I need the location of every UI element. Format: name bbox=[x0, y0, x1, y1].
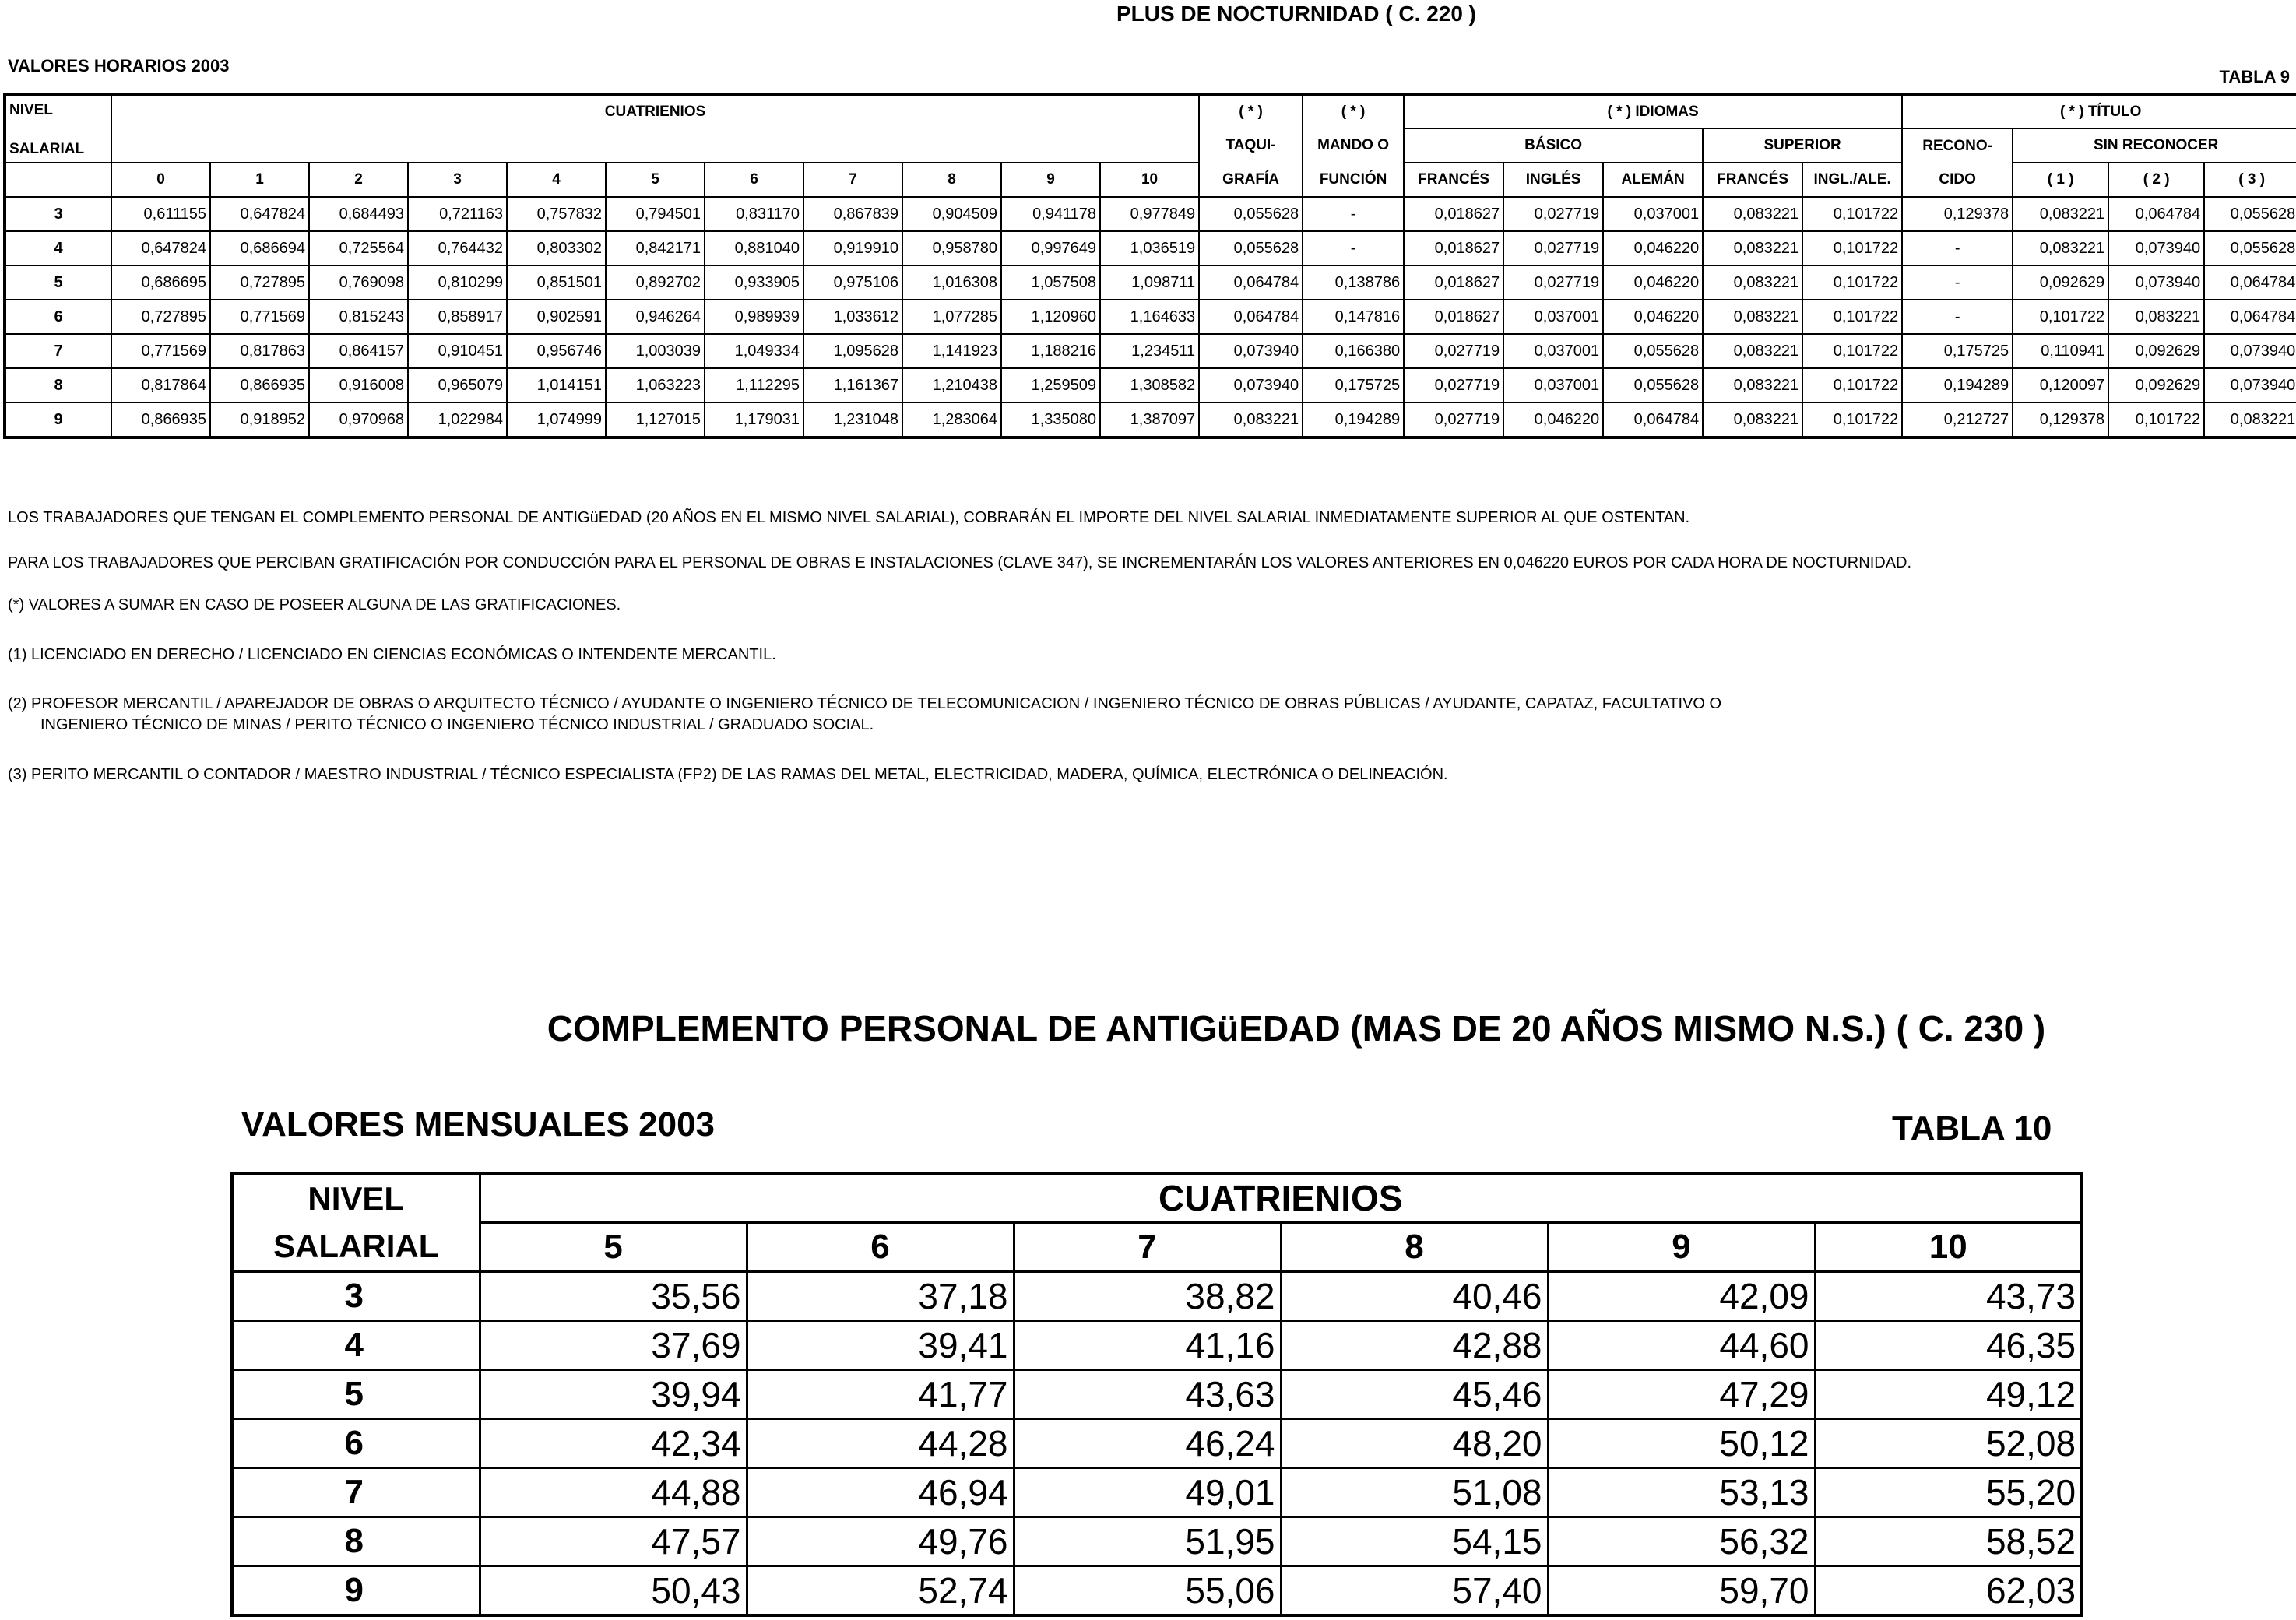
t10-header-nivel-1: NIVEL bbox=[232, 1173, 480, 1223]
t10-cell-value: 43,63 bbox=[1014, 1370, 1281, 1419]
cell-recono: 0,175725 bbox=[1902, 334, 2013, 368]
header-mando-star: ( * ) bbox=[1303, 94, 1404, 128]
table10-label: TABLA 10 bbox=[1892, 1109, 2052, 1147]
cell-cuatrienio: 0,810299 bbox=[408, 265, 507, 300]
header-cuatrienio-0: 0 bbox=[111, 163, 210, 197]
header-cuatrienio-7: 7 bbox=[803, 163, 902, 197]
cell-cuatrienio: 0,892702 bbox=[606, 265, 705, 300]
table-row bbox=[5, 231, 2296, 265]
cell-mando: 0,147816 bbox=[1303, 300, 1404, 334]
header-nivel-blank bbox=[5, 163, 111, 197]
cell-sin: 0,073940 bbox=[2204, 334, 2296, 368]
cell-cuatrienio: 0,757832 bbox=[507, 197, 606, 231]
header-recono-1: RECONO- bbox=[1902, 128, 2013, 163]
cell-cuatrienio: 0,647824 bbox=[210, 197, 309, 231]
cell-cuatrienio: 1,057508 bbox=[1001, 265, 1100, 300]
cell-recono: - bbox=[1902, 231, 2013, 265]
table-row bbox=[5, 334, 2296, 368]
table-row bbox=[232, 1419, 2082, 1468]
cell-idioma: 0,064784 bbox=[1603, 402, 1703, 438]
cell-cuatrienio: 0,946264 bbox=[606, 300, 705, 334]
cell-sin: 0,101722 bbox=[2013, 300, 2108, 334]
cell-cuatrienio: 1,063223 bbox=[606, 368, 705, 402]
t10-cell-value: 58,52 bbox=[1815, 1517, 2082, 1566]
cell-idioma: 0,018627 bbox=[1404, 265, 1503, 300]
cell-idioma: 0,101722 bbox=[1802, 231, 1902, 265]
header-nivel bbox=[5, 94, 111, 163]
cell-cuatrienio: 1,127015 bbox=[606, 402, 705, 438]
header-mando-1: MANDO O bbox=[1303, 128, 1404, 163]
header-cuatrienio-5: 5 bbox=[606, 163, 705, 197]
cell-cuatrienio: 0,997649 bbox=[1001, 231, 1100, 265]
cell-cuatrienio: 0,686695 bbox=[111, 265, 210, 300]
cell-cuatrienio: 1,335080 bbox=[1001, 402, 1100, 438]
cell-sin: 0,120097 bbox=[2013, 368, 2108, 402]
cell-idioma: 0,101722 bbox=[1802, 197, 1902, 231]
cell-cuatrienio: 0,815243 bbox=[309, 300, 408, 334]
table9-label: TABLA 9 bbox=[2219, 67, 2290, 86]
cell-idioma: 0,083221 bbox=[1703, 197, 1802, 231]
cell-cuatrienio: 1,179031 bbox=[705, 402, 803, 438]
cell-sin: 0,092629 bbox=[2108, 368, 2204, 402]
cell-cuatrienio: 0,970968 bbox=[309, 402, 408, 438]
cell-cuatrienio: 0,817864 bbox=[111, 368, 210, 402]
cell-taqui: 0,064784 bbox=[1199, 265, 1303, 300]
note-2-line2: INGENIERO TÉCNICO DE MINAS / PERITO TÉCNICO O INGENIERO TÉCNICO INDUSTRIAL / GRADUADO SOCIAL. bbox=[40, 716, 874, 733]
cell-mando: 0,194289 bbox=[1303, 402, 1404, 438]
t10-cell-value: 44,60 bbox=[1548, 1321, 1815, 1370]
header-idioma-2: ALEMÁN bbox=[1603, 163, 1703, 197]
header-taqui-star: ( * ) bbox=[1199, 94, 1303, 128]
cell-cuatrienio: 0,831170 bbox=[705, 197, 803, 231]
cell-cuatrienio: 1,234511 bbox=[1100, 334, 1199, 368]
cell-cuatrienio: 0,919910 bbox=[803, 231, 902, 265]
t10-cell-value: 47,57 bbox=[480, 1517, 747, 1566]
cell-idioma: 0,027719 bbox=[1404, 402, 1503, 438]
table-row bbox=[232, 1468, 2082, 1517]
header-cuatrienio-3: 3 bbox=[408, 163, 507, 197]
header-nivel-line1: NIVEL bbox=[9, 102, 53, 118]
header-idioma-3: FRANCÉS bbox=[1703, 163, 1802, 197]
cell-cuatrienio: 0,817863 bbox=[210, 334, 309, 368]
header-idiomas: ( * ) IDIOMAS bbox=[1404, 94, 1902, 128]
header-cuatrienio-9: 9 bbox=[1001, 163, 1100, 197]
cell-idioma: 0,083221 bbox=[1703, 231, 1802, 265]
cell-sin: 0,083221 bbox=[2204, 402, 2296, 438]
t10-cell-value: 52,08 bbox=[1815, 1419, 2082, 1468]
cell-sin: 0,083221 bbox=[2013, 197, 2108, 231]
cell-cuatrienio: 0,771569 bbox=[111, 334, 210, 368]
t10-header-cuatrienio-7: 7 bbox=[1014, 1223, 1281, 1272]
cell-cuatrienio: 0,769098 bbox=[309, 265, 408, 300]
header-cuatrienio-10: 10 bbox=[1100, 163, 1199, 197]
table9-subtitle: VALORES HORARIOS 2003 bbox=[8, 56, 230, 76]
t10-cell-nivel: 4 bbox=[232, 1321, 480, 1370]
cell-cuatrienio: 0,611155 bbox=[111, 197, 210, 231]
cell-cuatrienio: 1,210438 bbox=[902, 368, 1001, 402]
cell-cuatrienio: 0,902591 bbox=[507, 300, 606, 334]
header-recono-2: CIDO bbox=[1902, 163, 2013, 197]
cell-taqui: 0,064784 bbox=[1199, 300, 1303, 334]
t10-cell-nivel: 6 bbox=[232, 1419, 480, 1468]
cell-cuatrienio: 1,387097 bbox=[1100, 402, 1199, 438]
cell-cuatrienio: 1,016308 bbox=[902, 265, 1001, 300]
cell-cuatrienio: 0,686694 bbox=[210, 231, 309, 265]
t10-cell-value: 41,16 bbox=[1014, 1321, 1281, 1370]
cell-cuatrienio: 0,771569 bbox=[210, 300, 309, 334]
t10-cell-value: 42,34 bbox=[480, 1419, 747, 1468]
table-row bbox=[5, 265, 2296, 300]
table-row bbox=[5, 368, 2296, 402]
cell-cuatrienio: 0,764432 bbox=[408, 231, 507, 265]
note-3: (3) PERITO MERCANTIL O CONTADOR / MAESTRO INDUSTRIAL / TÉCNICO ESPECIALISTA (FP2) DE LAS RAMAS DEL METAL, ELECTRICIDAD, MADERA, QUÍMICA, ELECTRÓNICA O DELINEACIÓN. bbox=[8, 766, 1448, 783]
cell-idioma: 0,101722 bbox=[1802, 368, 1902, 402]
t10-header-cuatrienio-8: 8 bbox=[1281, 1223, 1548, 1272]
cell-nivel: 6 bbox=[5, 300, 111, 334]
cell-idioma: 0,018627 bbox=[1404, 300, 1503, 334]
table-row bbox=[232, 1566, 2082, 1616]
header-sin-2: ( 2 ) bbox=[2108, 163, 2204, 197]
table-row bbox=[232, 1321, 2082, 1370]
cell-idioma: 0,018627 bbox=[1404, 231, 1503, 265]
header-idioma-1: INGLÉS bbox=[1503, 163, 1603, 197]
cell-cuatrienio: 0,867839 bbox=[803, 197, 902, 231]
cell-cuatrienio: 0,975106 bbox=[803, 265, 902, 300]
t10-cell-value: 59,70 bbox=[1548, 1566, 1815, 1616]
t10-header-cuatrienio-9: 9 bbox=[1548, 1223, 1815, 1272]
cell-cuatrienio: 1,188216 bbox=[1001, 334, 1100, 368]
cell-nivel: 7 bbox=[5, 334, 111, 368]
t10-cell-nivel: 3 bbox=[232, 1272, 480, 1321]
t10-cell-value: 57,40 bbox=[1281, 1566, 1548, 1616]
header-sin-1: ( 1 ) bbox=[2013, 163, 2108, 197]
cell-idioma: 0,037001 bbox=[1503, 300, 1603, 334]
cell-cuatrienio: 0,989939 bbox=[705, 300, 803, 334]
cell-sin: 0,110941 bbox=[2013, 334, 2108, 368]
t10-cell-value: 50,12 bbox=[1548, 1419, 1815, 1468]
cell-cuatrienio: 0,727895 bbox=[111, 300, 210, 334]
t10-cell-value: 37,69 bbox=[480, 1321, 747, 1370]
cell-cuatrienio: 0,858917 bbox=[408, 300, 507, 334]
t10-cell-value: 44,88 bbox=[480, 1468, 747, 1517]
header-idioma-4: INGL./ALE. bbox=[1802, 163, 1902, 197]
cell-idioma: 0,055628 bbox=[1603, 334, 1703, 368]
cell-cuatrienio: 1,077285 bbox=[902, 300, 1001, 334]
t10-cell-value: 52,74 bbox=[747, 1566, 1014, 1616]
t10-cell-value: 55,06 bbox=[1014, 1566, 1281, 1616]
cell-cuatrienio: 1,098711 bbox=[1100, 265, 1199, 300]
cell-sin: 0,092629 bbox=[2108, 334, 2204, 368]
t10-cell-nivel: 5 bbox=[232, 1370, 480, 1419]
cell-nivel: 5 bbox=[5, 265, 111, 300]
t10-cell-value: 54,15 bbox=[1281, 1517, 1548, 1566]
cell-idioma: 0,037001 bbox=[1603, 197, 1703, 231]
cell-cuatrienio: 0,866935 bbox=[210, 368, 309, 402]
cell-cuatrienio: 0,977849 bbox=[1100, 197, 1199, 231]
cell-cuatrienio: 0,916008 bbox=[309, 368, 408, 402]
cell-mando: 0,175725 bbox=[1303, 368, 1404, 402]
cell-cuatrienio: 1,161367 bbox=[803, 368, 902, 402]
cell-recono: 0,212727 bbox=[1902, 402, 2013, 438]
header-nivel-line2: SALARIAL bbox=[9, 141, 85, 157]
cell-sin: 0,064784 bbox=[2108, 197, 2204, 231]
header-titulo: ( * ) TÍTULO bbox=[1902, 94, 2296, 128]
t10-cell-value: 49,12 bbox=[1815, 1370, 2082, 1419]
t10-cell-value: 38,82 bbox=[1014, 1272, 1281, 1321]
cell-cuatrienio: 1,003039 bbox=[606, 334, 705, 368]
cell-cuatrienio: 1,095628 bbox=[803, 334, 902, 368]
cell-taqui: 0,073940 bbox=[1199, 334, 1303, 368]
cell-taqui: 0,083221 bbox=[1199, 402, 1303, 438]
cell-sin: 0,073940 bbox=[2108, 265, 2204, 300]
cell-cuatrienio: 1,033612 bbox=[803, 300, 902, 334]
cell-cuatrienio: 0,725564 bbox=[309, 231, 408, 265]
t10-header-nivel-2: SALARIAL bbox=[232, 1223, 480, 1272]
table10 bbox=[230, 1172, 2083, 1617]
cell-mando: 0,166380 bbox=[1303, 334, 1404, 368]
note-antiguedad: LOS TRABAJADORES QUE TENGAN EL COMPLEMENTO PERSONAL DE ANTIGüEDAD (20 AÑOS EN EL MISMO NIVEL SALARIAL), COBRARÁN EL IMPORTE DEL NIVEL SALARIAL INMEDIATAMENTE SUPERIOR AL QUE OSTENTAN. bbox=[8, 509, 1690, 526]
t10-cell-value: 49,01 bbox=[1014, 1468, 1281, 1517]
cell-idioma: 0,101722 bbox=[1802, 402, 1902, 438]
t10-cell-value: 62,03 bbox=[1815, 1566, 2082, 1616]
header-idioma-0: FRANCÉS bbox=[1404, 163, 1503, 197]
t10-cell-value: 35,56 bbox=[480, 1272, 747, 1321]
t10-cell-value: 53,13 bbox=[1548, 1468, 1815, 1517]
t10-cell-value: 39,41 bbox=[747, 1321, 1014, 1370]
t10-cell-value: 45,46 bbox=[1281, 1370, 1548, 1419]
cell-idioma: 0,101722 bbox=[1802, 265, 1902, 300]
cell-sin: 0,073940 bbox=[2108, 231, 2204, 265]
cell-idioma: 0,027719 bbox=[1404, 334, 1503, 368]
t10-cell-value: 51,95 bbox=[1014, 1517, 1281, 1566]
cell-idioma: 0,055628 bbox=[1603, 368, 1703, 402]
cell-taqui: 0,055628 bbox=[1199, 197, 1303, 231]
t10-cell-value: 37,18 bbox=[747, 1272, 1014, 1321]
cell-idioma: 0,101722 bbox=[1802, 300, 1902, 334]
cell-idioma: 0,083221 bbox=[1703, 265, 1802, 300]
header-taqui-2: GRAFÍA bbox=[1199, 163, 1303, 197]
t10-cell-value: 51,08 bbox=[1281, 1468, 1548, 1517]
cell-cuatrienio: 0,684493 bbox=[309, 197, 408, 231]
cell-sin: 0,083221 bbox=[2013, 231, 2108, 265]
cell-sin: 0,101722 bbox=[2108, 402, 2204, 438]
cell-recono: - bbox=[1902, 300, 2013, 334]
cell-taqui: 0,073940 bbox=[1199, 368, 1303, 402]
table-row bbox=[232, 1370, 2082, 1419]
cell-idioma: 0,083221 bbox=[1703, 368, 1802, 402]
header-cuatrienio-1: 1 bbox=[210, 163, 309, 197]
header-mando-2: FUNCIÓN bbox=[1303, 163, 1404, 197]
cell-cuatrienio: 0,918952 bbox=[210, 402, 309, 438]
cell-cuatrienio: 0,881040 bbox=[705, 231, 803, 265]
t10-header-cuatrienio-6: 6 bbox=[747, 1223, 1014, 1272]
header-cuatrienio-6: 6 bbox=[705, 163, 803, 197]
page-title: PLUS DE NOCTURNIDAD ( C. 220 ) bbox=[1116, 2, 1477, 26]
cell-cuatrienio: 1,049334 bbox=[705, 334, 803, 368]
cell-nivel: 3 bbox=[5, 197, 111, 231]
cell-idioma: 0,083221 bbox=[1703, 300, 1802, 334]
cell-cuatrienio: 1,022984 bbox=[408, 402, 507, 438]
cell-cuatrienio: 0,842171 bbox=[606, 231, 705, 265]
cell-taqui: 0,055628 bbox=[1199, 231, 1303, 265]
note-star: (*) VALORES A SUMAR EN CASO DE POSEER ALGUNA DE LAS GRATIFICACIONES. bbox=[8, 596, 621, 613]
header-sin-3: ( 3 ) bbox=[2204, 163, 2296, 197]
table-row bbox=[5, 300, 2296, 334]
t10-cell-nivel: 8 bbox=[232, 1517, 480, 1566]
cell-cuatrienio: 0,803302 bbox=[507, 231, 606, 265]
t10-cell-nivel: 9 bbox=[232, 1566, 480, 1616]
cell-idioma: 0,046220 bbox=[1603, 300, 1703, 334]
t10-cell-value: 46,24 bbox=[1014, 1419, 1281, 1468]
cell-cuatrienio: 0,958780 bbox=[902, 231, 1001, 265]
cell-cuatrienio: 1,112295 bbox=[705, 368, 803, 402]
table10-subtitle: VALORES MENSUALES 2003 bbox=[241, 1105, 716, 1144]
cell-idioma: 0,037001 bbox=[1503, 368, 1603, 402]
cell-cuatrienio: 0,941178 bbox=[1001, 197, 1100, 231]
cell-idioma: 0,046220 bbox=[1503, 402, 1603, 438]
table-row bbox=[5, 402, 2296, 438]
note-2-line1: (2) PROFESOR MERCANTIL / APAREJADOR DE OBRAS O ARQUITECTO TÉCNICO / AYUDANTE O INGENIERO TÉCNICO DE TELECOMUNICACION / INGENIERO TÉCNICO DE OBRAS PÚBLICAS / AYUDANTE, CAPATAZ, FACULTATIVO O bbox=[8, 695, 1722, 712]
t10-cell-value: 46,35 bbox=[1815, 1321, 2082, 1370]
cell-idioma: 0,027719 bbox=[1503, 231, 1603, 265]
cell-cuatrienio: 1,036519 bbox=[1100, 231, 1199, 265]
cell-idioma: 0,046220 bbox=[1603, 231, 1703, 265]
t10-cell-value: 47,29 bbox=[1548, 1370, 1815, 1419]
cell-sin: 0,055628 bbox=[2204, 231, 2296, 265]
cell-idioma: 0,027719 bbox=[1503, 197, 1603, 231]
cell-idioma: 0,037001 bbox=[1503, 334, 1603, 368]
cell-cuatrienio: 0,721163 bbox=[408, 197, 507, 231]
t10-cell-value: 42,09 bbox=[1548, 1272, 1815, 1321]
cell-recono: 0,129378 bbox=[1902, 197, 2013, 231]
table9 bbox=[3, 93, 2296, 439]
cell-idioma: 0,027719 bbox=[1404, 368, 1503, 402]
cell-cuatrienio: 0,866935 bbox=[111, 402, 210, 438]
cell-mando: 0,138786 bbox=[1303, 265, 1404, 300]
cell-cuatrienio: 1,074999 bbox=[507, 402, 606, 438]
table-row bbox=[232, 1517, 2082, 1566]
cell-sin: 0,092629 bbox=[2013, 265, 2108, 300]
cell-nivel: 8 bbox=[5, 368, 111, 402]
t10-cell-value: 56,32 bbox=[1548, 1517, 1815, 1566]
cell-idioma: 0,101722 bbox=[1802, 334, 1902, 368]
cell-mando: - bbox=[1303, 197, 1404, 231]
t10-cell-value: 42,88 bbox=[1281, 1321, 1548, 1370]
cell-cuatrienio: 0,864157 bbox=[309, 334, 408, 368]
table-row bbox=[5, 197, 2296, 231]
note-1: (1) LICENCIADO EN DERECHO / LICENCIADO EN CIENCIAS ECONÓMICAS O INTENDENTE MERCANTIL. bbox=[8, 646, 776, 663]
cell-cuatrienio: 0,933905 bbox=[705, 265, 803, 300]
cell-cuatrienio: 1,164633 bbox=[1100, 300, 1199, 334]
header-cuatrienio-2: 2 bbox=[309, 163, 408, 197]
t10-header-cuatrienio-10: 10 bbox=[1815, 1223, 2082, 1272]
cell-sin: 0,055628 bbox=[2204, 197, 2296, 231]
t10-cell-nivel: 7 bbox=[232, 1468, 480, 1517]
cell-cuatrienio: 0,965079 bbox=[408, 368, 507, 402]
header-basico: BÁSICO bbox=[1404, 128, 1703, 163]
cell-cuatrienio: 0,851501 bbox=[507, 265, 606, 300]
cell-nivel: 9 bbox=[5, 402, 111, 438]
cell-cuatrienio: 0,794501 bbox=[606, 197, 705, 231]
t10-cell-value: 43,73 bbox=[1815, 1272, 2082, 1321]
table-row bbox=[232, 1272, 2082, 1321]
cell-cuatrienio: 0,727895 bbox=[210, 265, 309, 300]
cell-cuatrienio: 1,141923 bbox=[902, 334, 1001, 368]
cell-idioma: 0,083221 bbox=[1703, 402, 1802, 438]
t10-cell-value: 55,20 bbox=[1815, 1468, 2082, 1517]
cell-sin: 0,073940 bbox=[2204, 368, 2296, 402]
header-taqui-1: TAQUI- bbox=[1199, 128, 1303, 163]
cell-cuatrienio: 0,910451 bbox=[408, 334, 507, 368]
cell-cuatrienio: 1,308582 bbox=[1100, 368, 1199, 402]
t10-cell-value: 48,20 bbox=[1281, 1419, 1548, 1468]
table10-title: COMPLEMENTO PERSONAL DE ANTIGüEDAD (MAS DE 20 AÑOS MISMO N.S.) ( C. 230 ) bbox=[547, 1008, 2046, 1049]
t10-cell-value: 41,77 bbox=[747, 1370, 1014, 1419]
cell-cuatrienio: 0,647824 bbox=[111, 231, 210, 265]
cell-sin: 0,064784 bbox=[2204, 300, 2296, 334]
header-cuatrienios: CUATRIENIOS bbox=[111, 94, 1199, 163]
t10-cell-value: 39,94 bbox=[480, 1370, 747, 1419]
t10-cell-value: 50,43 bbox=[480, 1566, 747, 1616]
t10-header-cuatrienios: CUATRIENIOS bbox=[480, 1173, 2082, 1223]
t10-cell-value: 44,28 bbox=[747, 1419, 1014, 1468]
cell-sin: 0,129378 bbox=[2013, 402, 2108, 438]
t10-cell-value: 40,46 bbox=[1281, 1272, 1548, 1321]
header-sin-reconocer: SIN RECONOCER bbox=[2013, 128, 2296, 163]
cell-recono: - bbox=[1902, 265, 2013, 300]
cell-cuatrienio: 1,259509 bbox=[1001, 368, 1100, 402]
t10-cell-value: 46,94 bbox=[747, 1468, 1014, 1517]
header-cuatrienio-8: 8 bbox=[902, 163, 1001, 197]
cell-mando: - bbox=[1303, 231, 1404, 265]
t10-header-cuatrienio-5: 5 bbox=[480, 1223, 747, 1272]
cell-cuatrienio: 1,283064 bbox=[902, 402, 1001, 438]
cell-cuatrienio: 1,014151 bbox=[507, 368, 606, 402]
cell-nivel: 4 bbox=[5, 231, 111, 265]
cell-cuatrienio: 1,231048 bbox=[803, 402, 902, 438]
cell-sin: 0,064784 bbox=[2204, 265, 2296, 300]
cell-idioma: 0,083221 bbox=[1703, 334, 1802, 368]
note-conduccion: PARA LOS TRABAJADORES QUE PERCIBAN GRATIFICACIÓN POR CONDUCCIÓN PARA EL PERSONAL DE OBRAS E INSTALACIONES (CLAVE 347), SE INCREMENTARÁN LOS VALORES ANTERIORES EN 0,046220 EUROS POR CADA HORA DE NOCTURNIDAD. bbox=[8, 554, 1912, 571]
header-superior: SUPERIOR bbox=[1703, 128, 1902, 163]
cell-cuatrienio: 0,956746 bbox=[507, 334, 606, 368]
cell-idioma: 0,027719 bbox=[1503, 265, 1603, 300]
cell-recono: 0,194289 bbox=[1902, 368, 2013, 402]
cell-idioma: 0,018627 bbox=[1404, 197, 1503, 231]
cell-cuatrienio: 0,904509 bbox=[902, 197, 1001, 231]
cell-cuatrienio: 1,120960 bbox=[1001, 300, 1100, 334]
cell-idioma: 0,046220 bbox=[1603, 265, 1703, 300]
cell-sin: 0,083221 bbox=[2108, 300, 2204, 334]
header-cuatrienio-4: 4 bbox=[507, 163, 606, 197]
t10-cell-value: 49,76 bbox=[747, 1517, 1014, 1566]
